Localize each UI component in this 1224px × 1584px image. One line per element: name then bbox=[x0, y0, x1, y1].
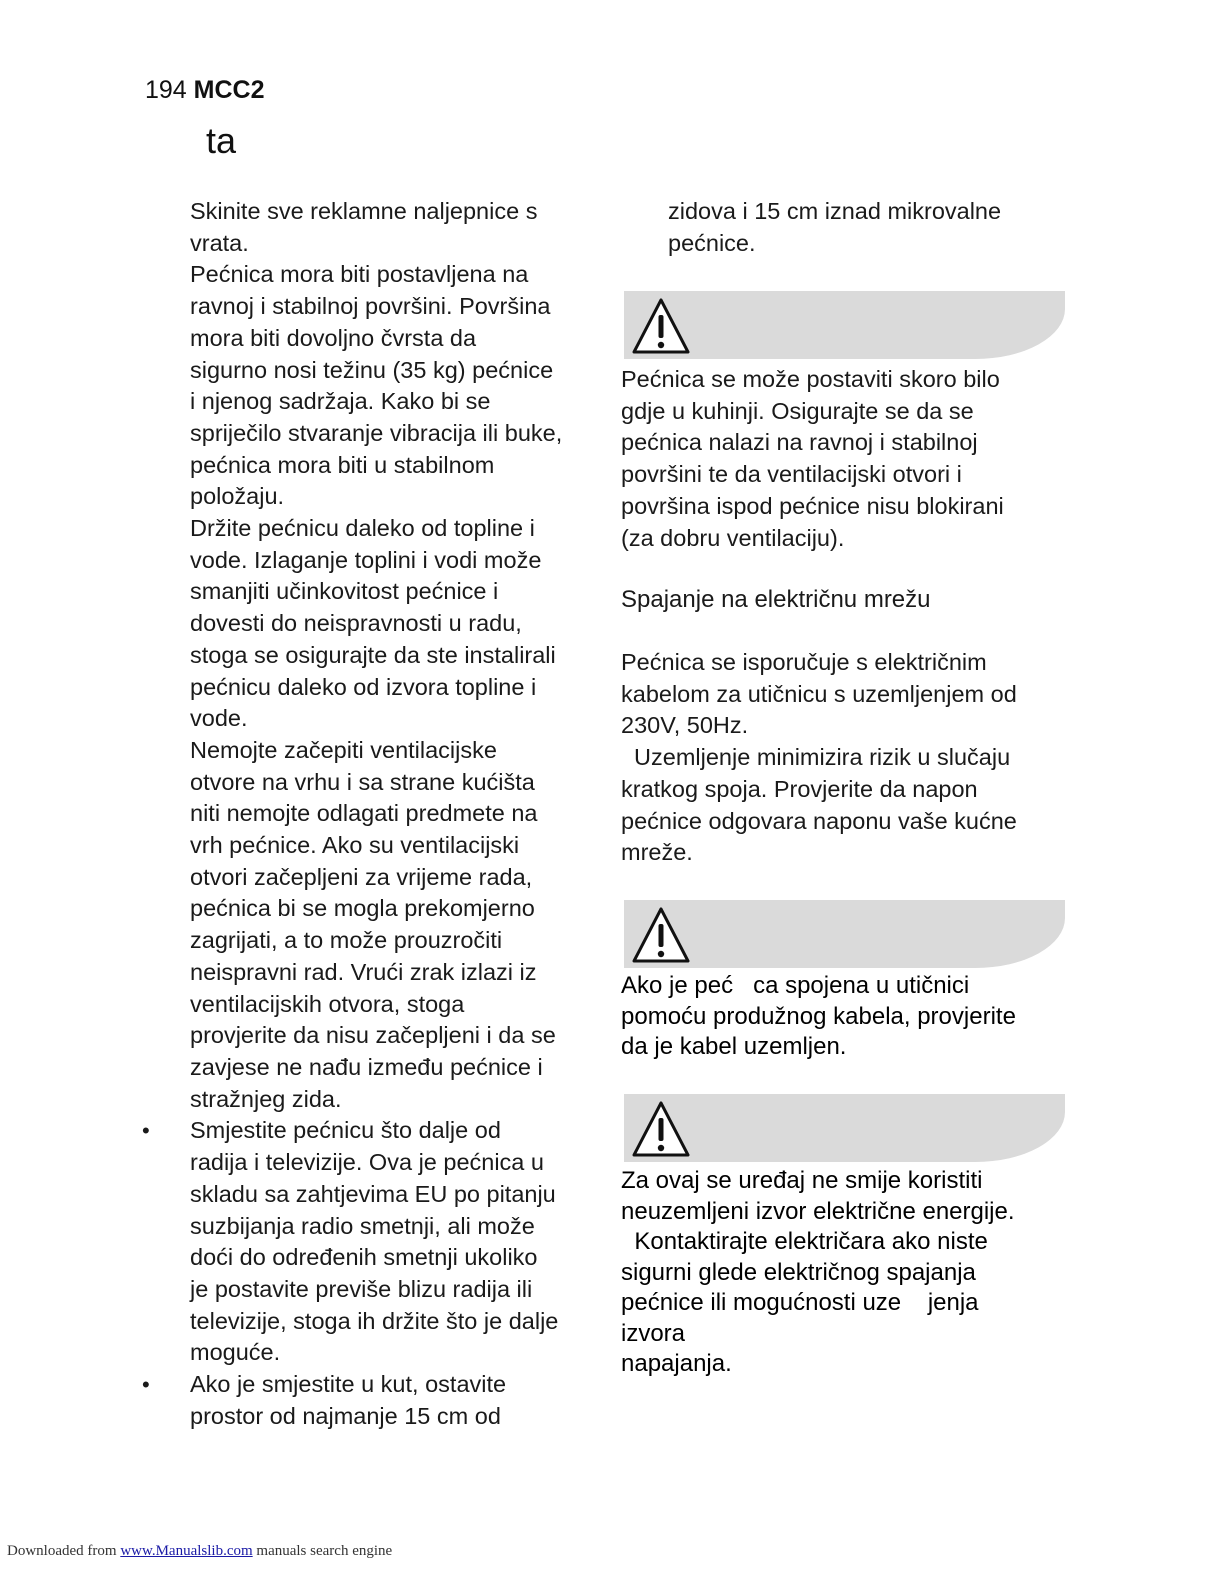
text-line: Pećnica mora biti postavljena na bbox=[190, 261, 529, 288]
text-line: provjerite da nisu začepljeni i da se bbox=[190, 1022, 556, 1049]
text-line: kratkog spoja. Provjerite da napon bbox=[621, 775, 978, 802]
footer-suffix: manuals search engine bbox=[252, 1543, 393, 1559]
text-line: smanjiti učinkovitost pećnice i bbox=[190, 578, 499, 605]
text-line: zidova i 15 cm iznad mikrovalne bbox=[668, 198, 1002, 224]
warning-triangle-icon bbox=[630, 905, 692, 965]
text-line: pećnica bi se mogla prekomjerno bbox=[190, 895, 535, 922]
text-line: vode. bbox=[190, 705, 248, 732]
text-line: (za dobru ventilaciju). bbox=[621, 524, 845, 551]
text-line: sigurni glede električnog spajanja bbox=[621, 1258, 976, 1286]
text-line: napajanja. bbox=[621, 1350, 732, 1377]
text-line: stražnjeg zida. bbox=[190, 1085, 342, 1112]
text-line: vrh pećnice. Ako su ventilacijski bbox=[190, 832, 520, 859]
warning-banner bbox=[624, 900, 1065, 968]
right-column-continuation bbox=[668, 196, 1068, 259]
text-line: vrata. bbox=[190, 229, 249, 256]
text-line: zavjese ne nađu između pećnice i bbox=[190, 1053, 543, 1080]
text-line: Ako je peć ca spojena u utičnici bbox=[621, 972, 970, 999]
model-name: MCC2 bbox=[193, 76, 265, 104]
text-line: pećnice odgovara naponu vaše kućne bbox=[621, 807, 1017, 834]
text-line: površina ispod pećnice nisu blokirani bbox=[621, 492, 1004, 519]
text-line: zagrijati, a to može prouzročiti bbox=[190, 927, 503, 954]
footer-prefix: Downloaded from bbox=[7, 1543, 121, 1559]
text-line: Pećnica se isporučuje s električnim bbox=[621, 649, 987, 675]
text-line: spriječilo stvaranje vibracija ili buke, bbox=[190, 419, 563, 446]
text-line: dovesti do neispravnosti u radu, bbox=[190, 610, 522, 637]
text-line: otvore na vrhu i sa strane kućišta bbox=[190, 768, 535, 795]
text-line: kabelom za utičnicu s uzemljenjem od bbox=[621, 680, 1017, 707]
text-line: pomoću produžnog kabela, provjerite bbox=[621, 1002, 1016, 1030]
warning-banner bbox=[624, 1094, 1065, 1162]
warning-triangle-icon bbox=[630, 1099, 692, 1159]
bullet-dot: • bbox=[142, 1118, 150, 1144]
text-line: je postavite previše blizu radija ili bbox=[190, 1275, 533, 1302]
warning-banner bbox=[624, 291, 1065, 359]
text-line: otvori začepljeni za vrijeme rada, bbox=[190, 863, 533, 890]
text-line: izvora bbox=[621, 1319, 686, 1347]
bullet-line bbox=[142, 1115, 600, 1147]
power-paragraph bbox=[621, 647, 1066, 869]
section-title-fragment: ta bbox=[206, 120, 237, 161]
text-line: vode. Izlaganje toplini i vodi može bbox=[190, 546, 542, 573]
text-line: 230V, 50Hz. bbox=[621, 712, 749, 739]
text-line: pećnica mora biti u stabilnom bbox=[190, 451, 495, 478]
text-line: niti nemojte odlagati predmete na bbox=[190, 800, 538, 827]
warning-text-extension-cable bbox=[621, 971, 1066, 1063]
text-line: položaju. bbox=[190, 483, 285, 510]
placement-paragraph bbox=[621, 364, 1066, 554]
text-line: gdje u kuhinji. Osigurajte se da se bbox=[621, 397, 974, 424]
page-number: 194 bbox=[145, 76, 187, 104]
bullet-line bbox=[142, 1369, 600, 1401]
warning-text-grounding bbox=[621, 1166, 1066, 1380]
text-line: prostor od najmanje 15 cm od bbox=[190, 1402, 501, 1429]
text-line: sigurno nosi težinu (35 kg) pećnice bbox=[190, 356, 554, 383]
text-line: mreže. bbox=[621, 839, 693, 866]
text-line: Skinite sve reklamne naljepnice s bbox=[190, 198, 538, 224]
text-line: Uzemljenje minimizira rizik u slučaju bbox=[621, 744, 1011, 771]
text-line: mora biti dovoljno čvrsta da bbox=[190, 324, 477, 351]
text-line: pećnicu daleko od izvora topline i bbox=[190, 673, 537, 700]
text-line: i njenog sadržaja. Kako bi se bbox=[190, 388, 491, 415]
text-line: Ako je smjestite u kut, ostavite bbox=[190, 1371, 507, 1398]
text-line: Za ovaj se uređaj ne smije koristiti bbox=[621, 1167, 983, 1194]
text-line: površini te da ventilacijski otvori i bbox=[621, 461, 962, 488]
text-line: da je kabel uzemljen. bbox=[621, 1033, 847, 1060]
text-line: doći do određenih smetnji ukoliko bbox=[190, 1244, 538, 1271]
text-line: stoga se osigurajte da ste instalirali bbox=[190, 641, 556, 668]
text-line: suzbijanja radio smetnji, ali može bbox=[190, 1212, 535, 1239]
manualslib-link[interactable]: www.Manualslib.com bbox=[120, 1543, 253, 1559]
text-line: televizije, stoga ih držite što je dalje bbox=[190, 1307, 559, 1334]
warning-triangle-icon bbox=[630, 296, 692, 356]
text-line: ravnoj i stabilnoj površini. Površina bbox=[190, 293, 551, 320]
text-line: radija i televizije. Ova je pećnica u bbox=[190, 1149, 544, 1176]
text-line: neispravni rad. Vrući zrak izlazi iz bbox=[190, 958, 537, 985]
page-header bbox=[145, 76, 265, 105]
text-line: Kontaktirajte električara ako niste bbox=[621, 1228, 988, 1255]
text-line: pećnice. bbox=[668, 229, 756, 256]
section-subheading: Spajanje na električnu mrežu bbox=[621, 586, 931, 613]
text-line: ventilacijskih otvora, stoga bbox=[190, 990, 465, 1017]
text-line: Pećnica se može postaviti skoro bilo bbox=[621, 366, 1000, 392]
text-line: Držite pećnicu daleko od topline i bbox=[190, 515, 535, 542]
text-line: Smjestite pećnicu što dalje od bbox=[190, 1117, 501, 1144]
text-line: moguće. bbox=[190, 1339, 281, 1366]
download-footer bbox=[7, 1543, 392, 1560]
text-line: pećnice ili mogućnosti uze jenja bbox=[621, 1289, 979, 1316]
text-line: Nemojte začepiti ventilacijske bbox=[190, 736, 497, 763]
text-line: pećnica nalazi na ravnoj i stabilnoj bbox=[621, 429, 978, 456]
bullet-dot: • bbox=[142, 1372, 150, 1398]
text-line: neuzemljeni izvor električne energije. bbox=[621, 1197, 1015, 1225]
text-line: skladu sa zahtjevima EU po pitanju bbox=[190, 1180, 556, 1207]
left-column bbox=[142, 196, 600, 1432]
